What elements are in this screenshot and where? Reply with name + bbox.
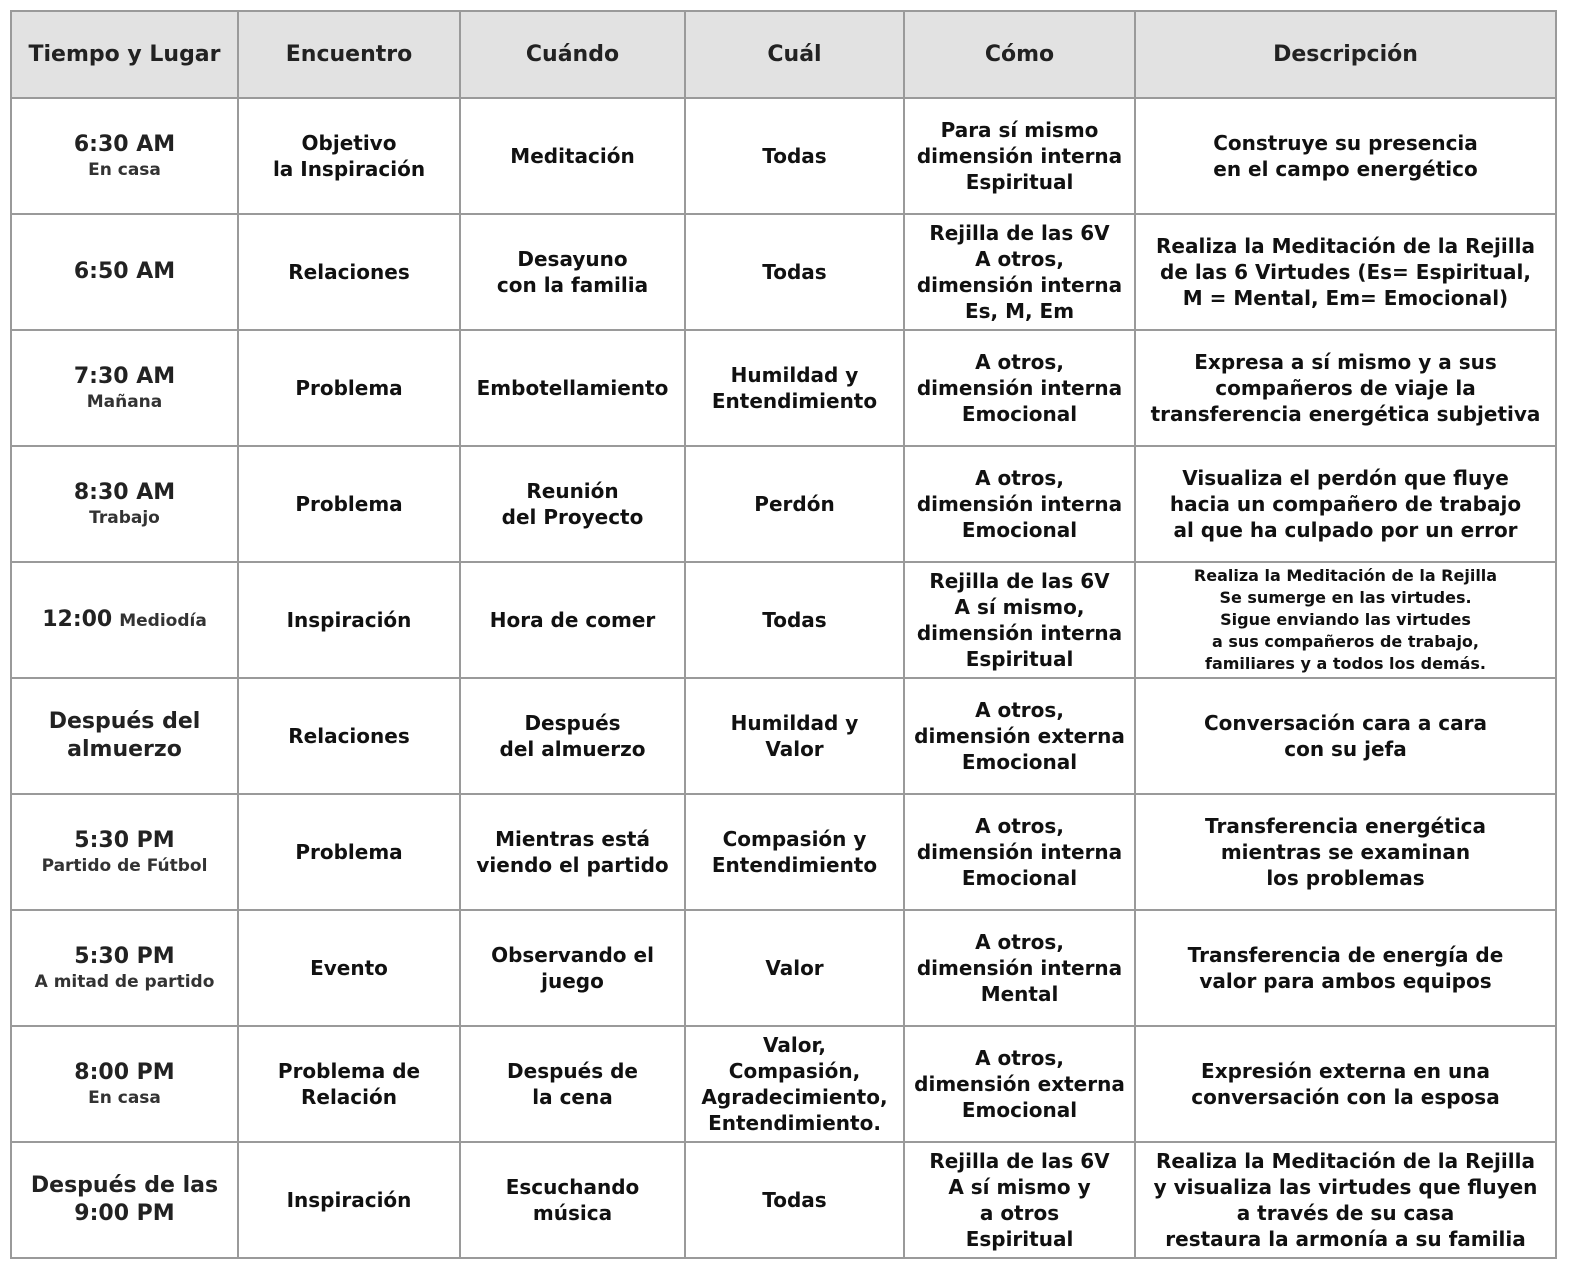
header-encuentro: Encuentro [238,11,460,98]
cell-cuando: Meditación [460,98,685,214]
cell-encuentro: Evento [238,910,460,1026]
cell-como: A otros, dimensión externa Emocional [904,1026,1135,1142]
cell-como: Rejilla de las 6V A sí mismo y a otros Espiritual [904,1142,1135,1258]
cell-como: A otros, dimensión externa Emocional [904,678,1135,794]
cell-cuando: Hora de comer [460,562,685,678]
cell-encuentro: Problema [238,446,460,562]
cell-descripcion: Transferencia de energía de valor para ambos equipos [1135,910,1556,1026]
cell-cuando: Escuchando música [460,1142,685,1258]
time-text: 5:30 PM [74,828,175,853]
table-row [11,1026,1556,1142]
cell-cuando: Embotellamiento [460,330,685,446]
cell-como: Rejilla de las 6V A otros, dimensión interna Es, M, Em [904,214,1135,330]
cell-tiempo [11,910,238,1026]
cell-cual: Compasión y Entendimiento [685,794,904,910]
table-row [11,678,1556,794]
cell-descripcion: Transferencia energética mientras se examinan los problemas [1135,794,1556,910]
cell-tiempo [11,214,238,330]
cell-descripcion: Visualiza el perdón que fluye hacia un compañero de trabajo al que ha culpado por un error [1135,446,1556,562]
place-text: Trabajo [89,508,160,528]
place-text: En casa [88,1088,161,1108]
cell-encuentro: Relaciones [238,678,460,794]
cell-descripcion: Expresa a sí mismo y a sus compañeros de viaje la transferencia energética subjetiva [1135,330,1556,446]
cell-cual: Humildad y Entendimiento [685,330,904,446]
cell-encuentro: Problema [238,330,460,446]
table-row [11,98,1556,214]
time-text: 12:00 [42,607,113,632]
cell-cuando: Mientras está viendo el partido [460,794,685,910]
cell-cual: Valor, Compasión, Agradecimiento, Entendimiento. [685,1026,904,1142]
time-text: Después de las 9:00 PM [30,1173,219,1226]
table-row [11,1142,1556,1258]
cell-tiempo [11,1142,238,1258]
cell-como: Rejilla de las 6V A sí mismo, dimensión interna Espiritual [904,562,1135,678]
time-text: 6:50 AM [73,259,176,284]
cell-cuando: Reunión del Proyecto [460,446,685,562]
time-text: Después del almuerzo [48,709,201,762]
time-text: 6:30 AM [73,132,176,157]
cell-encuentro: Inspiración [238,562,460,678]
cell-cual: Valor [685,910,904,1026]
cell-cuando: Desayuno con la familia [460,214,685,330]
header-como: Cómo [904,11,1135,98]
table-row [11,562,1556,678]
cell-cual: Todas [685,98,904,214]
table-row [11,214,1556,330]
cell-encuentro: Relaciones [238,214,460,330]
cell-tiempo [11,446,238,562]
cell-encuentro: Problema [238,794,460,910]
cell-tiempo [11,98,238,214]
cell-tiempo [11,794,238,910]
cell-encuentro: Problema de Relación [238,1026,460,1142]
cell-tiempo [11,1026,238,1142]
cell-descripcion: Construye su presencia en el campo energético [1135,98,1556,214]
cell-tiempo [11,330,238,446]
time-text: 8:00 PM [74,1060,175,1085]
table-row [11,446,1556,562]
cell-cual: Perdón [685,446,904,562]
cell-como: Para sí mismo dimensión interna Espiritual [904,98,1135,214]
cell-descripcion: Realiza la Meditación de la Rejilla Se sumerge en las virtudes. Sigue enviando las virtudes a sus compañeros de trabajo, familiares y a todos los demás. [1135,562,1556,678]
cell-encuentro: Inspiración [238,1142,460,1258]
header-row [11,11,1556,98]
table-row [11,794,1556,910]
cell-cuando: Después de la cena [460,1026,685,1142]
cell-cual: Humildad y Valor [685,678,904,794]
cell-tiempo [11,678,238,794]
cell-cual: Todas [685,1142,904,1258]
header-descripcion: Descripción [1135,11,1556,98]
place-text: Partido de Fútbol [41,856,208,876]
cell-cuando: Después del almuerzo [460,678,685,794]
time-text: 8:30 AM [73,480,176,505]
place-text: Mañana [86,392,163,412]
place-text: Mediodía [119,611,207,631]
table-row [11,910,1556,1026]
time-text: 5:30 PM [74,944,175,969]
cell-como: A otros, dimensión interna Emocional [904,446,1135,562]
place-text: A mitad de partido [34,972,215,992]
cell-como: A otros, dimensión interna Emocional [904,794,1135,910]
cell-descripcion: Realiza la Meditación de la Rejilla de las 6 Virtudes (Es= Espiritual, M = Mental, Em= Emocional) [1135,214,1556,330]
cell-cual: Todas [685,562,904,678]
place-text: En casa [88,160,161,180]
cell-descripcion: Conversación cara a cara con su jefa [1135,678,1556,794]
header-tiempo: Tiempo y Lugar [11,11,238,98]
cell-como: A otros, dimensión interna Mental [904,910,1135,1026]
time-text: 7:30 AM [73,364,176,389]
header-cuando: Cuándo [460,11,685,98]
cell-cuando: Observando el juego [460,910,685,1026]
cell-descripcion: Expresión externa en una conversación con la esposa [1135,1026,1556,1142]
cell-descripcion: Realiza la Meditación de la Rejilla y visualiza las virtudes que fluyen a través de su casa restaura la armonía a su familia [1135,1142,1556,1258]
header-cual: Cuál [685,11,904,98]
cell-tiempo [11,562,238,678]
cell-cual: Todas [685,214,904,330]
schedule-table [10,10,1557,1259]
cell-encuentro: Objetivo la Inspiración [238,98,460,214]
cell-como: A otros, dimensión interna Emocional [904,330,1135,446]
table-row [11,330,1556,446]
